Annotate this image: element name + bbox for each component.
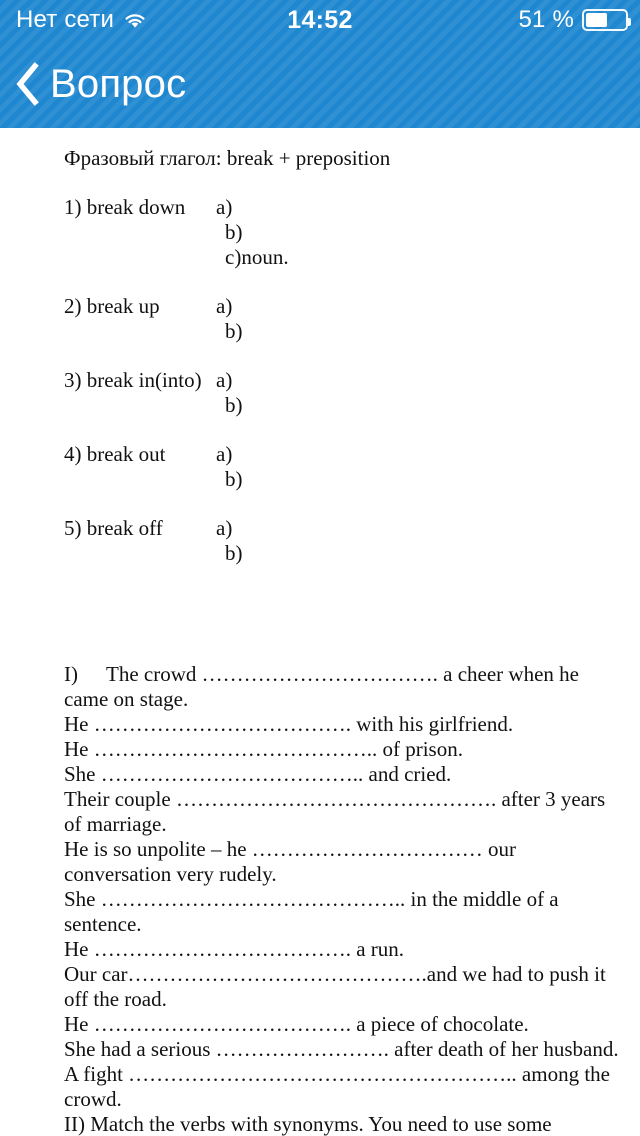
phrasal-verb-option-row [64,319,624,344]
phrasal-verb-option: a) [216,516,233,540]
phrasal-verb-option: c)noun. [225,245,289,269]
section-spacer [64,590,624,662]
phrasal-verb-option-row [64,220,624,245]
phrasal-verb-option: b) [225,467,243,491]
exercise-line: Our car…………………………………….and we had to push it off the road. [64,962,612,1011]
chevron-left-icon [14,62,40,106]
phrasal-verb-group [64,516,624,566]
phrasal-verb-option-row [64,467,624,492]
exercise-line: He ………………………………….. of prison. [64,737,463,761]
navigation-bar [0,40,640,128]
exercise-line: She had a serious ……………………. after death of her husband. [64,1037,619,1061]
exercise-marker: I) [64,662,78,686]
app-header [0,0,640,128]
phrasal-verb-option: b) [225,220,243,244]
exercise-line: He ………………………………. a piece of chocolate. [64,1012,529,1036]
phrasal-verb-option: a) [216,442,233,466]
phrasal-verb-label: 3) break in(into) [64,368,202,392]
exercise-line: A fight ……………………………………………….. among the crowd. [64,1062,616,1111]
phrasal-verb-option: a) [216,368,233,392]
phrasal-verb-label: 5) break off [64,516,163,540]
exercise-line: She ……………………………….. and cried. [64,762,452,786]
phrasal-verb-option-row [64,245,624,270]
battery-fill [586,13,607,27]
phrasal-verb-option: a) [216,195,233,219]
phrasal-verb-label: 1) break down [64,195,186,219]
back-button[interactable] [14,40,186,128]
exercise-two-line: II) Match the verbs with synonyms. You need to use some [64,1112,552,1136]
phrasal-verb-row [64,516,624,541]
phrasal-verb-option: b) [225,319,243,343]
phrasal-verb-group [64,442,624,492]
phrasal-verb-group [64,368,624,418]
phrasal-verb-row [64,442,624,467]
status-bar [0,0,640,40]
phrasal-verb-option: a) [216,294,233,318]
exercise-line-text: The crowd ……………………………. a cheer when he came on stage. [64,662,585,711]
battery-percent-label: 51 % [518,6,574,33]
phrasal-verb-option: b) [225,393,243,417]
phrasal-verb-list [64,195,624,566]
exercise-line [64,662,624,712]
phrasal-verb-group [64,294,624,344]
document-scroll-area[interactable] [0,128,640,1136]
clock-label: 14:52 [287,5,353,34]
carrier-label: Нет сети [16,6,115,33]
phrasal-verb-label: 2) break up [64,294,160,318]
phrasal-verb-row [64,294,624,319]
phrasal-verb-row [64,368,624,393]
document-body [64,146,624,1136]
exercise-one [64,662,624,1112]
document-heading: Фразовый глагол: break + preposition [64,146,391,170]
page-title: Вопрос [50,62,187,106]
phrasal-verb-group [64,195,624,270]
phrasal-verb-option-row [64,541,624,566]
exercise-line: Their couple ………………………………………. after 3 years of marriage. [64,787,611,836]
exercise-line: He ………………………………. a run. [64,937,405,961]
battery-cap [628,18,631,26]
phrasal-verb-label: 4) break out [64,442,166,466]
phrasal-verb-option: b) [225,541,243,565]
exercise-two [64,1112,624,1136]
battery-icon [582,9,628,31]
status-bar-right [518,0,628,40]
exercise-line: He is so unpolite – he …………………………… our conversation very rudely. [64,837,522,886]
phrasal-verb-row [64,195,624,220]
exercise-line: She …………………………………….. in the middle of a sentence. [64,887,564,936]
phrasal-verb-option-row [64,393,624,418]
exercise-line: He ………………………………. with his girlfriend. [64,712,514,736]
